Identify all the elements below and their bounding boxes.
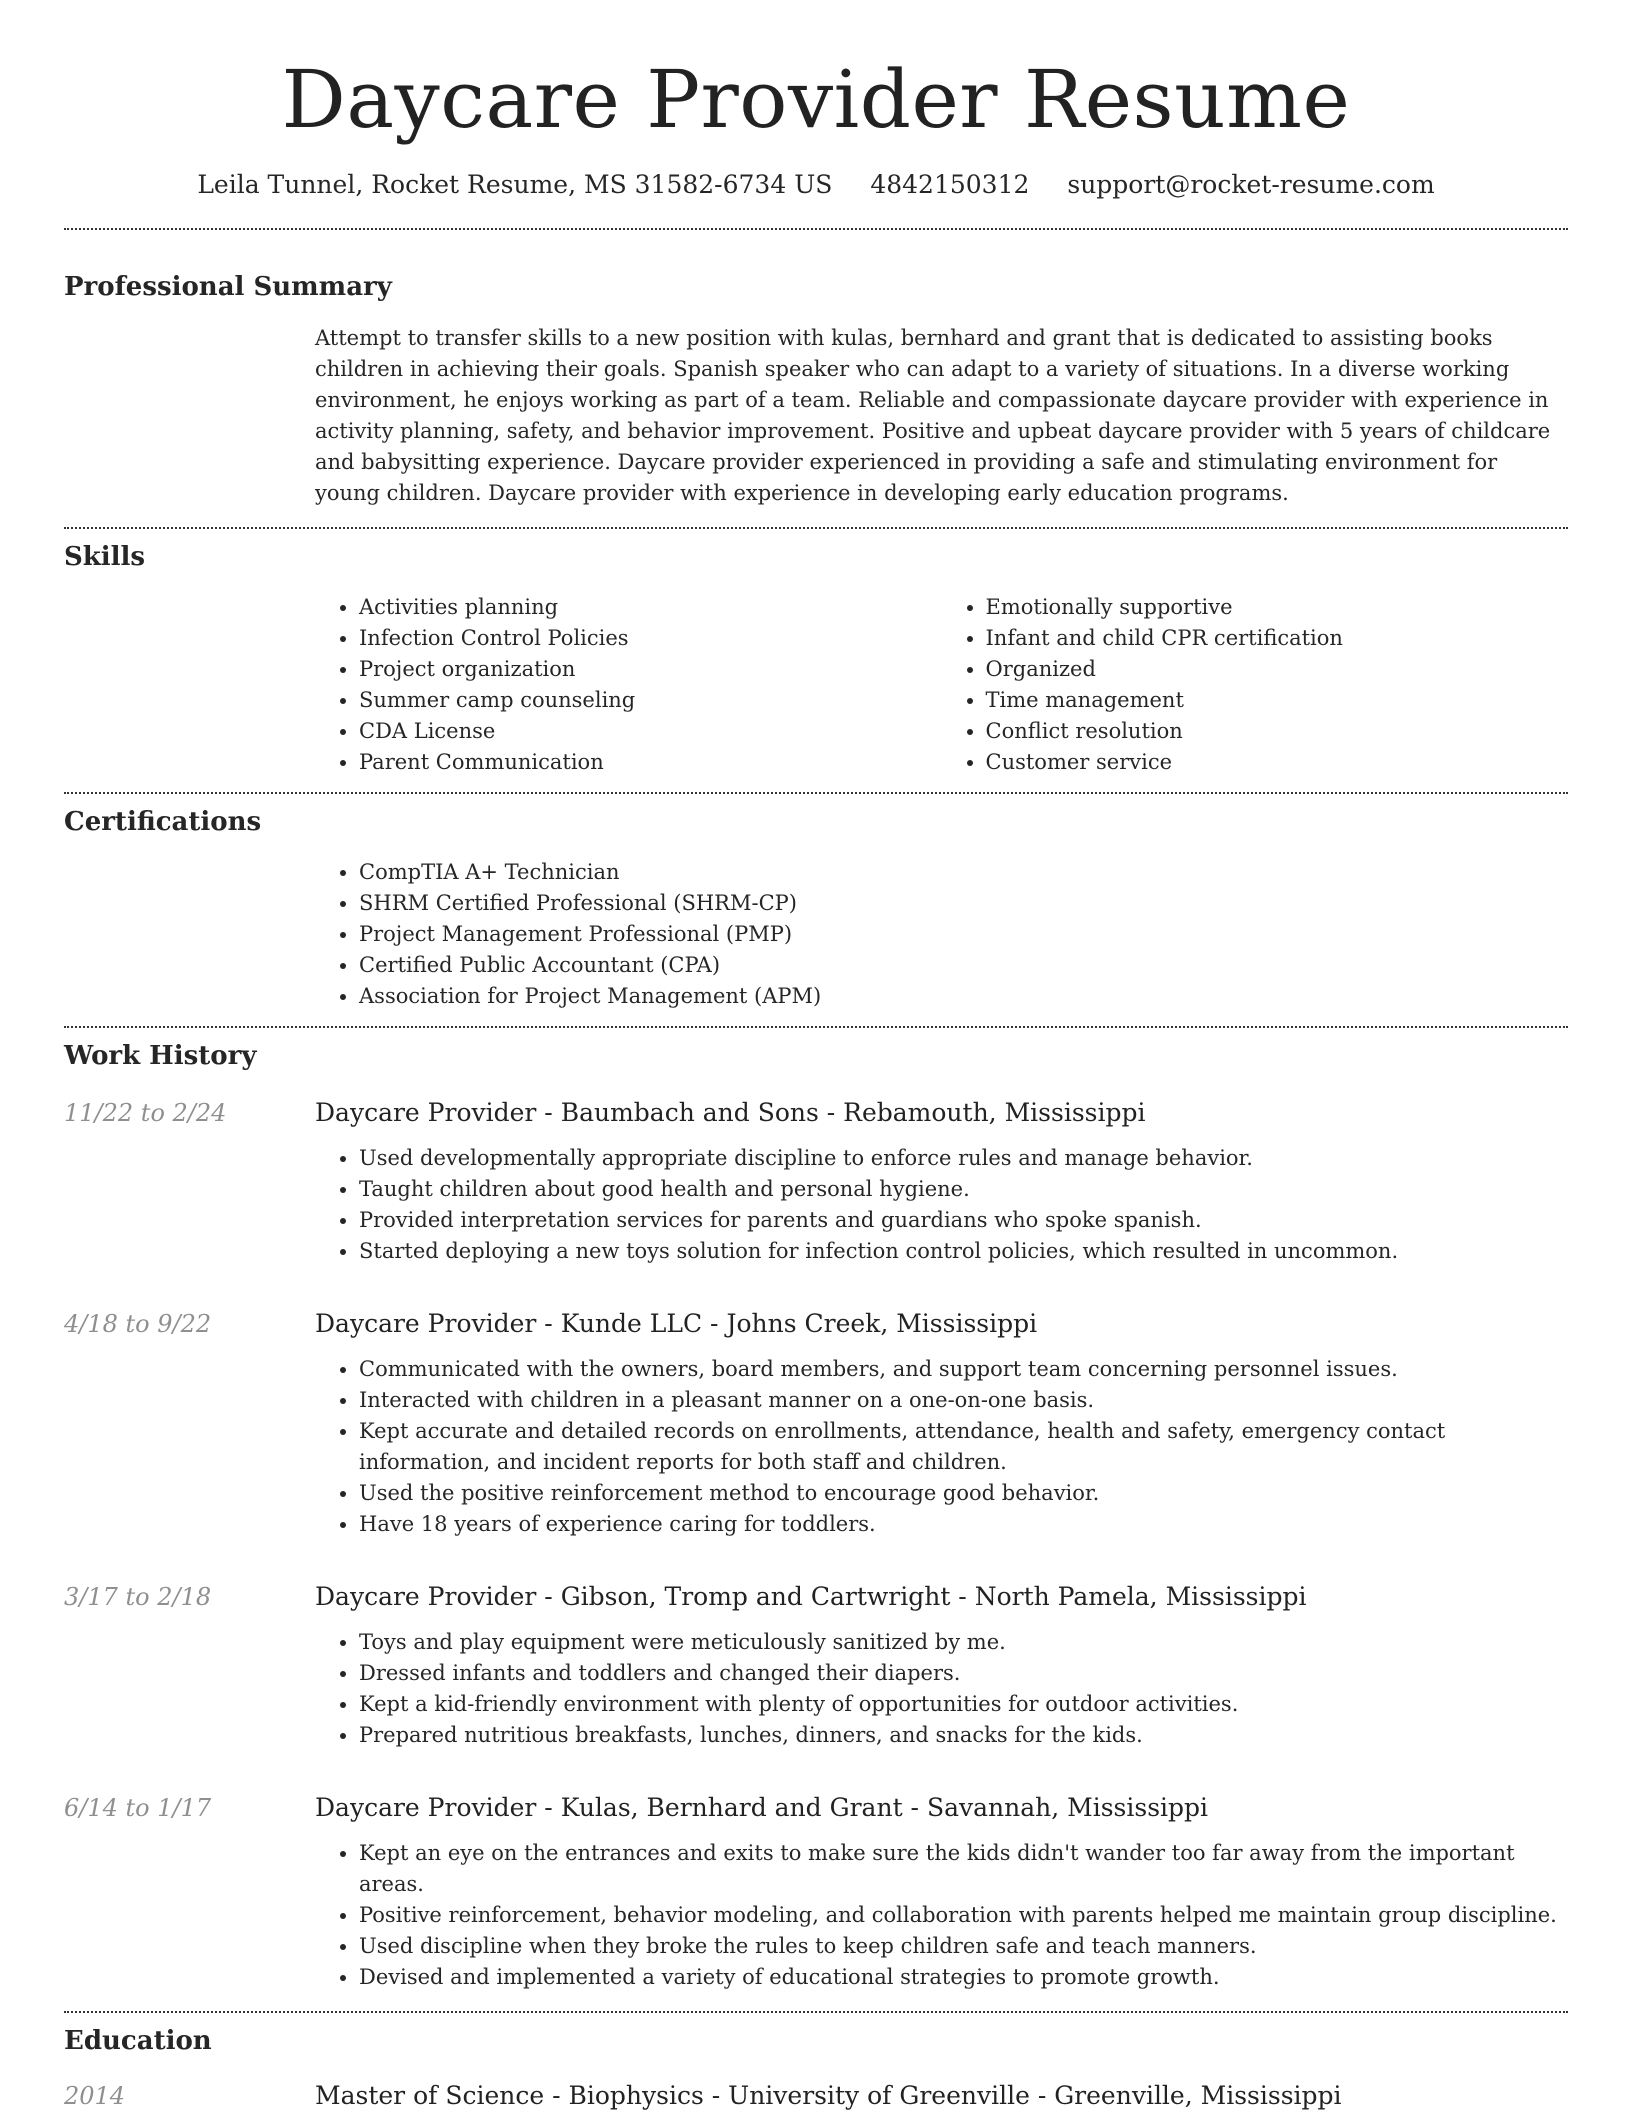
list-item: • Association for Project Management (APM) [359,981,1568,1012]
job-entry [64,1580,1568,1614]
job-duties [315,1143,1568,1267]
list-item: • Emotionally supportive [986,592,1569,623]
divider [64,792,1568,794]
contact-phone: 4842150312 [870,170,1030,199]
job-duties [315,1627,1568,1751]
list-item: • Toys and play equipment were meticulously sanitized by me. [359,1627,1568,1658]
list-item: • Summer camp counseling [359,685,942,716]
list-item: • Parent Communication [359,747,942,778]
list-item: • Used discipline when they broke the rules to keep children safe and teach manners. [359,1931,1568,1962]
job-title: Daycare Provider - Gibson, Tromp and Cartwright - North Pamela, Mississippi [315,1582,1307,1611]
list-item: • Have 18 years of experience caring for toddlers. [359,1509,1568,1540]
education-entry [64,2079,1568,2113]
list-item: • Project Management Professional (PMP) [359,919,1568,950]
job-title: Daycare Provider - Kulas, Bernhard and Grant - Savannah, Mississippi [315,1793,1209,1822]
section-heading-summary: Professional Summary [64,272,392,302]
list-item: • Used developmentally appropriate discipline to enforce rules and manage behavior. [359,1143,1568,1174]
list-item: • Kept a kid-friendly environment with plenty of opportunities for outdoor activities. [359,1689,1568,1720]
summary-text: Attempt to transfer skills to a new position with kulas, bernhard and grant that is dedicated to assisting books children in achieving their goals. Spanish speaker who can adapt to a variety of situations. In a diverse working environment, he enjoys working as part of a team. Reliable and compassionate daycare provider with experience in activity planning, safety, and behavior improvement. Positive and upbeat daycare provider with 5 years of childcare and babysitting experience. Daycare provider experienced in providing a safe and stimulating environment for young children. Daycare provider with experience in developing early education programs. [315,326,1551,505]
list-item: • Infant and child CPR certification [986,623,1569,654]
section-heading-certifications: Certifications [64,807,262,837]
list-item: • Positive reinforcement, behavior modeling, and collaboration with parents helped me maintain group discipline. [359,1900,1568,1931]
section-heading-work: Work History [64,1041,257,1071]
list-item: • Used the positive reinforcement method to encourage good behavior. [359,1478,1568,1509]
certifications-block [315,857,1568,1012]
job-date: 6/14 to 1/17 [64,1794,212,1822]
list-item: • Communicated with the owners, board members, and support team concerning personnel issues. [359,1354,1568,1385]
list-item: • Devised and implemented a variety of educational strategies to promote growth. [359,1962,1568,1993]
page-title: Daycare Provider Resume [281,53,1351,146]
divider [64,228,1568,230]
job-duties [315,1354,1568,1540]
list-item: • Started deploying a new toys solution for infection control policies, which resulted in uncommon. [359,1236,1568,1267]
list-item: • Organized [986,654,1569,685]
job-duties [315,1838,1568,1993]
list-item: • Interacted with children in a pleasant manner on a one-on-one basis. [359,1385,1568,1416]
list-item: • SHRM Certified Professional (SHRM-CP) [359,888,1568,919]
list-item: • Customer service [986,747,1569,778]
list-item: • Prepared nutritious breakfasts, lunches, dinners, and snacks for the kids. [359,1720,1568,1751]
list-item: • Infection Control Policies [359,623,942,654]
list-item: • CDA License [359,716,942,747]
list-item: • Certified Public Accountant (CPA) [359,950,1568,981]
list-item: • Taught children about good health and personal hygiene. [359,1174,1568,1205]
education-date: 2014 [64,2082,126,2110]
job-title: Daycare Provider - Kunde LLC - Johns Creek, Mississippi [315,1309,1038,1338]
divider [64,2011,1568,2013]
section-heading-education: Education [64,2026,212,2056]
certifications-list [315,857,1568,1012]
list-item: • Project organization [359,654,942,685]
job-entry [64,1096,1568,1130]
job-entry [64,1307,1568,1341]
list-item: • Conflict resolution [986,716,1569,747]
skills-list-left [315,592,942,778]
divider [64,1026,1568,1028]
section-heading-skills: Skills [64,542,146,572]
list-item: • Time management [986,685,1569,716]
skills-grid [315,592,1568,778]
divider [64,527,1568,529]
job-date: 11/22 to 2/24 [64,1099,227,1127]
list-item: • Provided interpretation services for parents and guardians who spoke spanish. [359,1205,1568,1236]
job-title: Daycare Provider - Baumbach and Sons - Rebamouth, Mississippi [315,1098,1146,1127]
education-title: Master of Science - Biophysics - University of Greenville - Greenville, Mississippi [315,2081,1342,2110]
list-item: • Dressed infants and toddlers and changed their diapers. [359,1658,1568,1689]
contact-email: support@rocket-resume.com [1067,170,1435,199]
list-item: • Kept accurate and detailed records on enrollments, attendance, health and safety, emergency contact information, and incident reports for both staff and children. [359,1416,1568,1478]
contact-address: Leila Tunnel, Rocket Resume, MS 31582-6734 US [197,170,833,199]
job-date: 4/18 to 9/22 [64,1310,212,1338]
list-item: • Activities planning [359,592,942,623]
job-date: 3/17 to 2/18 [64,1583,212,1611]
job-entry [64,1791,1568,1825]
list-item: • Kept an eye on the entrances and exits to make sure the kids didn't wander too far away from the important areas. [359,1838,1568,1900]
list-item: • CompTIA A+ Technician [359,857,1568,888]
skills-list-right [942,592,1569,778]
contact-line [64,168,1568,202]
